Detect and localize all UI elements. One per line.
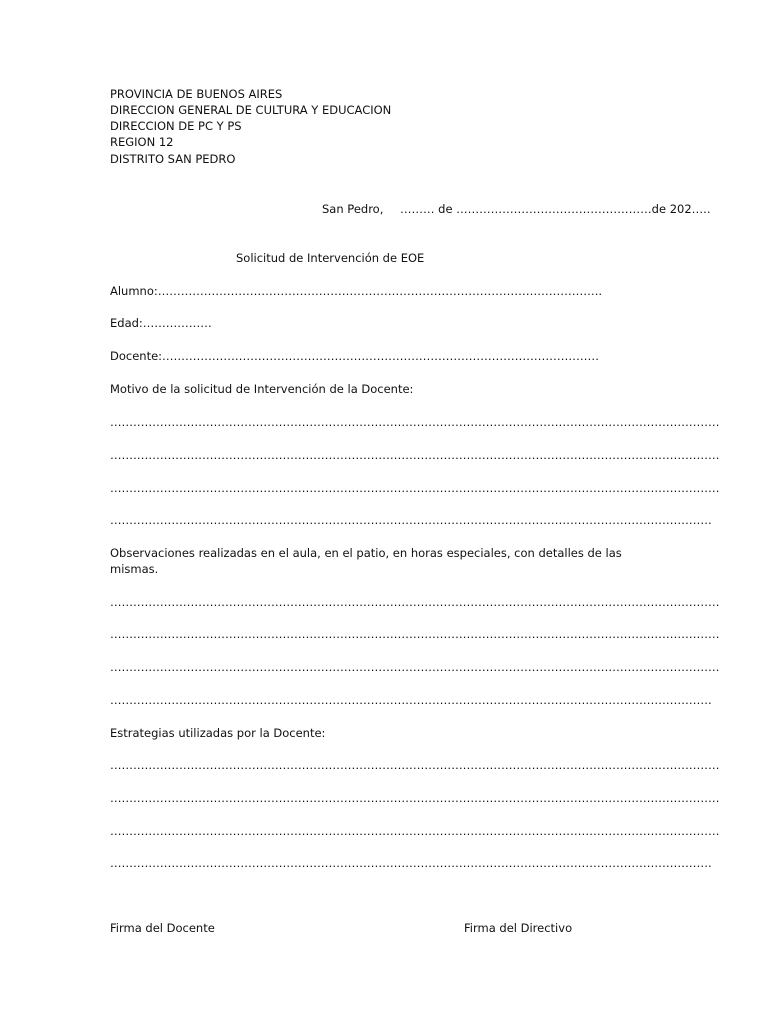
motivo-line-1: ……………………………………………………………………………………………………………………………………………: [110, 415, 720, 429]
date-blank: ……… de ……………………………………………de 202…..: [400, 202, 711, 216]
estrategias-line-4: ………………………………………………………………………………………………………………………………………….: [110, 856, 712, 870]
estrategias-label: Estrategias utilizadas por la Docente:: [110, 726, 326, 740]
estrategias-line-3: ……………………………………………………………………………………………………………………………………………: [110, 824, 720, 838]
motivo-line-4: ………………………………………………………………………………………………………………………………………….: [110, 513, 712, 527]
header-province: PROVINCIA DE BUENOS AIRES: [110, 87, 283, 101]
header-direccion-pcps: DIRECCION DE PC Y PS: [110, 119, 242, 133]
date-place: San Pedro,: [322, 202, 384, 216]
firma-docente: Firma del Docente: [110, 921, 215, 935]
observaciones-line-1: ……………………………………………………………………………………………………………………………………………: [110, 595, 720, 609]
motivo-line-2: ……………………………………………………………………………………………………………………………………………: [110, 448, 720, 462]
header-district: DISTRITO SAN PEDRO: [110, 152, 236, 166]
edad-field: Edad:………………: [110, 316, 212, 330]
header-region: REGION 12: [110, 135, 174, 149]
firma-directivo: Firma del Directivo: [464, 921, 573, 935]
header-direccion-general: DIRECCION GENERAL DE CULTURA Y EDUCACION: [110, 103, 392, 117]
observaciones-line-2: ……………………………………………………………………………………………………………………………………………: [110, 627, 720, 641]
docente-field: Docente:……………………………………………………………………………………………………: [110, 349, 600, 363]
form-title: Solicitud de Intervención de EOE: [236, 251, 425, 265]
estrategias-line-2: ……………………………………………………………………………………………………………………………………………: [110, 791, 720, 805]
estrategias-line-1: ……………………………………………………………………………………………………………………………………………: [110, 758, 720, 772]
alumno-field: Alumno:……………………………………………………………………………………………………..: [110, 284, 603, 298]
observaciones-line-3: ……………………………………………………………………………………………………………………………………………: [110, 660, 720, 674]
observaciones-label: Observaciones realizadas en el aula, en el patio, en horas especiales, con detalles de las mismas.: [110, 546, 622, 576]
observaciones-line-4: ………………………………………………………………………………………………………………………………………….: [110, 693, 712, 707]
motivo-label: Motivo de la solicitud de Intervención de la Docente:: [110, 382, 414, 396]
motivo-line-3: ……………………………………………………………………………………………………………………………………………: [110, 481, 720, 495]
